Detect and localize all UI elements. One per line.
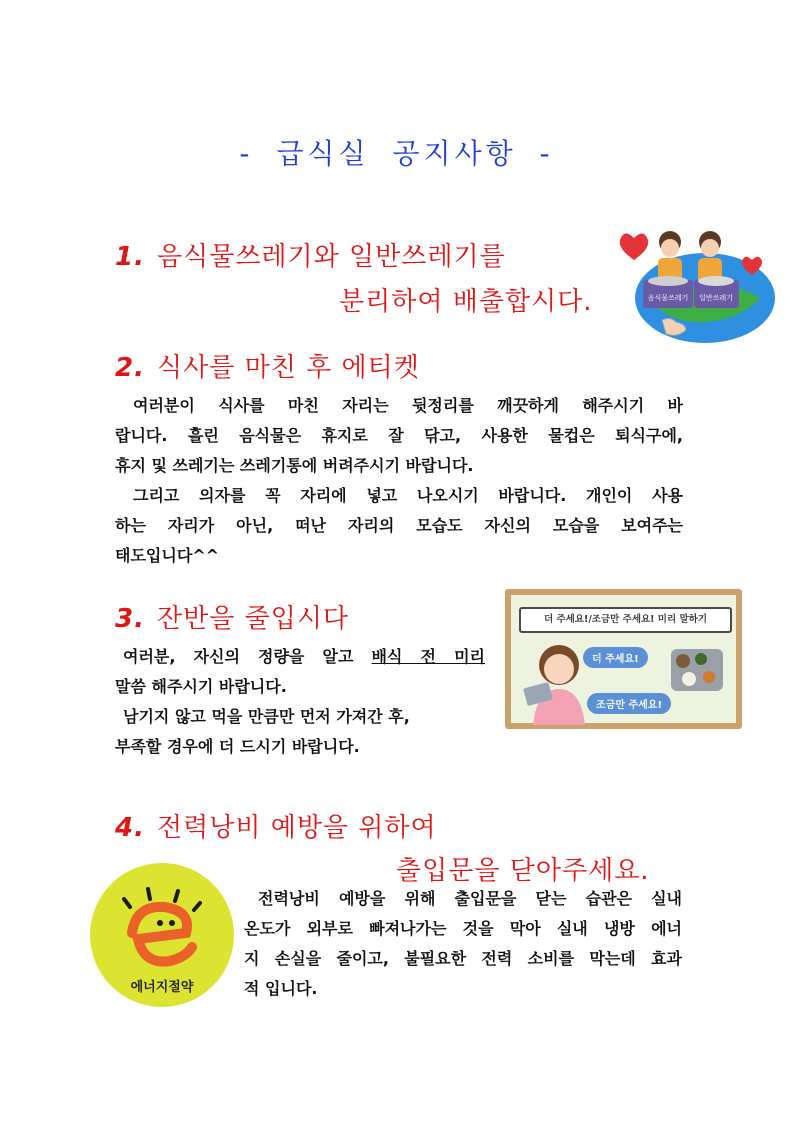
section-2-heading-text: 식사를 마친 후 에티켓: [156, 353, 420, 383]
section-3-body: [115, 642, 485, 762]
section-2-heading: [115, 347, 420, 384]
section-2-line: 여러분이 식사를 마친 자리는 뒷정리를 깨끗하게 해주시기 바: [133, 396, 683, 415]
section-2-number: 2.: [115, 353, 145, 383]
section-3-heading: [115, 598, 349, 635]
energy-saving-logo: [88, 861, 236, 1009]
section-1-heading: [115, 236, 506, 273]
food-waste-bin-label: 음식물쓰레기: [647, 294, 689, 302]
section-3-line: 남기지 않고 먹을 만큼만 먼저 가져간 후,: [123, 707, 410, 726]
section-4-line: 적 입니다.: [244, 979, 318, 998]
section-3-underlined-text: 배식 전 미리: [371, 647, 485, 666]
section-3-line: [115, 642, 485, 672]
section-2-line: 그리고 의자를 꼭 자리에 넣고 나오시기 바랍니다. 개인이 사용: [133, 486, 683, 505]
section-2-body: [115, 391, 683, 571]
energy-logo-text: 에너지절약: [130, 980, 194, 995]
more-please-bubble: 더 주세요!: [583, 647, 648, 668]
banner-text: 더 주세요!/조금만 주세요! 미리 말하기: [519, 607, 732, 633]
section-4-line: 지 손실을 줄이고, 불필요한 전력 소비를 막는데 효과: [244, 949, 682, 968]
section-2-line: 하는 자리가 아닌, 떠난 자리의 모습도 자신의 모습을 보여주는: [115, 516, 683, 535]
section-2-line: 랍니다. 흘린 음식물은 휴지로 잘 닦고, 사용한 물컵은 퇴식구에,: [115, 426, 683, 445]
section-1-heading-line1: 음식물쓰레기와 일반쓰레기를: [156, 242, 506, 272]
section-4-line: 전력낭비 예방을 위해 출입문을 닫는 습관은 실내: [258, 889, 682, 908]
waste-sorting-illustration: [610, 220, 775, 345]
section-4-number: 4.: [115, 813, 145, 843]
section-4-heading: [115, 807, 437, 844]
section-4-heading-line2: 출입문을 닫아주세요.: [396, 856, 650, 886]
section-2-line: 태도입니다^^: [115, 546, 220, 565]
section-1-number: 1.: [115, 242, 145, 272]
less-please-bubble: 조금만 주세요!: [587, 693, 671, 714]
section-3-heading-text: 잔반을 줄입시다: [156, 604, 350, 634]
page-title: - 급식실 공지사항 -: [239, 137, 554, 170]
section-4-heading-line1: 전력낭비 예방을 위하여: [156, 813, 437, 843]
section-1-heading-line2: 분리하여 배출합시다.: [339, 287, 593, 317]
section-3-text: 여러분, 자신의 정량을 알고: [123, 647, 372, 666]
serving-illustration: [505, 589, 742, 729]
general-waste-bin-label: 일반쓰레기: [699, 294, 733, 302]
section-4-line: 온도가 외부로 빠져나가는 것을 막아 실내 냉방 에너: [244, 919, 682, 938]
section-3-number: 3.: [115, 604, 145, 634]
section-3-line: 말씀 해주시기 바랍니다.: [115, 677, 287, 696]
section-4-body: [244, 884, 682, 1004]
section-2-line: 휴지 및 쓰레기는 쓰레기통에 버려주시기 바랍니다.: [115, 456, 474, 475]
section-3-line: 부족할 경우에 더 드시기 바랍니다.: [115, 737, 360, 756]
